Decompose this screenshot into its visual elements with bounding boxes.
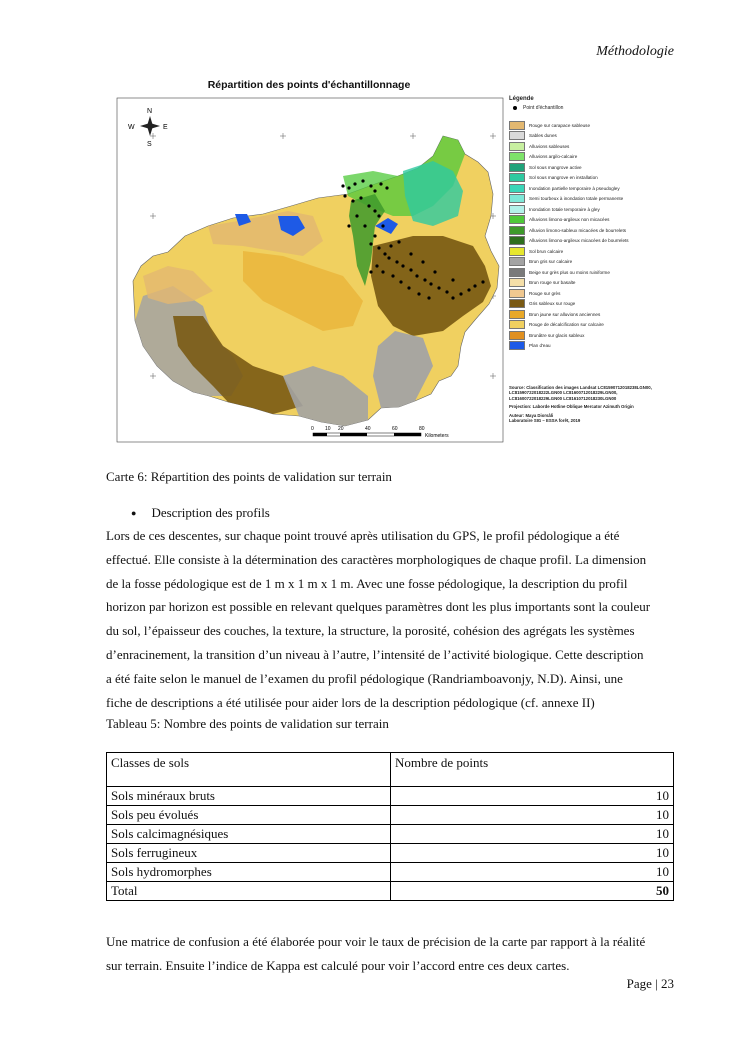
legend-label: Rouge de décalcification sur calcaire — [529, 322, 604, 328]
legend-item — [509, 215, 649, 226]
paragraph-line: d’enracinement, la transition d’un niveau à l’autre, l’intensité de l’activité biologique. Cette description — [106, 646, 644, 662]
legend-label: Rouge sur carapace sableuse — [529, 122, 591, 128]
sample-point — [355, 214, 358, 217]
graticule-cross — [410, 133, 416, 139]
table-row — [107, 787, 674, 806]
legend-swatch — [509, 152, 525, 161]
sample-point — [427, 296, 430, 299]
legend-label: Alluvions argilo-calcaire — [529, 154, 578, 160]
sample-point — [373, 209, 376, 212]
legend-label: Sol sous mangrove active — [529, 164, 582, 170]
sample-point — [347, 224, 350, 227]
map-legend — [509, 96, 649, 351]
table-row — [107, 825, 674, 844]
sample-point — [377, 246, 380, 249]
legend-item — [509, 120, 649, 131]
legend-swatch — [509, 142, 525, 151]
legend-label: Inondation partielle temporaire à pseudogley — [529, 185, 620, 191]
paragraph-line: effectué. Elle consiste à la détermination des caractères morphologiques de chaque profil. La dimension — [106, 551, 647, 567]
legend-item — [509, 330, 649, 341]
table-total-value: 50 — [391, 882, 674, 901]
sample-point — [423, 278, 426, 281]
table-cell-count: 10 — [391, 825, 674, 844]
table-row — [107, 844, 674, 863]
legend-label: Brunâtre sur glacis sableux — [529, 332, 585, 338]
table-cell-class: Sols peu évolués — [107, 806, 391, 825]
sample-point — [385, 186, 388, 189]
table-row — [107, 806, 674, 825]
legend-label: Plan d'eau — [529, 343, 551, 349]
legend-item — [509, 320, 649, 331]
table-cell-count: 10 — [391, 863, 674, 882]
sample-point — [451, 278, 454, 281]
compass-rose-icon — [128, 108, 168, 148]
sample-point — [401, 264, 404, 267]
bullet-item — [131, 505, 270, 521]
legend-item — [509, 236, 649, 247]
legend-label: Brun rouge sur basalte — [529, 280, 576, 286]
map-lab: Laboratoire SIG – ESSA forêt, 2019 — [509, 418, 581, 424]
paragraph-line: Lors de ces descentes, sur chaque point trouvé après utilisation du GPS, le profil pédologique a été — [106, 528, 620, 543]
graticule-cross — [280, 133, 286, 139]
table-cell-class: Sols calcimagnésiques — [107, 825, 391, 844]
map-source: Source: Classification des images Landsat LC81590712018238LGN00, LC81590722018222LGN00 LC81600712018229LGN00, LC81600722018229LGN00 LC81610712018230LGN00 — [509, 385, 652, 401]
legend-label: Alluvions limono-argileux micacées de bourrelets — [529, 238, 629, 244]
point-marker-icon — [513, 106, 517, 110]
sample-point — [473, 284, 476, 287]
legend-point-label: Point d'échantillon — [523, 105, 564, 111]
sample-point — [343, 194, 346, 197]
table-cell-count: 10 — [391, 806, 674, 825]
table-cell-class: Sols hydromorphes — [107, 863, 391, 882]
legend-label: Sol sous mangrove en installation — [529, 175, 598, 181]
table-cell-class: Sols minéraux bruts — [107, 787, 391, 806]
legend-swatch — [509, 299, 525, 308]
paragraph-line: sur terrain. Ensuite l’indice de Kappa est calculé pour voir l’accord entre ces deux cartes. — [106, 957, 570, 973]
legend-item — [509, 173, 649, 184]
legend-label: Sables dunes — [529, 133, 557, 139]
legend-item — [509, 204, 649, 215]
legend-label: Beige sur grès plus ou moins ruiniforme — [529, 269, 610, 275]
legend-label: Alluvions limono-argileux non micacées — [529, 217, 610, 223]
legend-item — [509, 299, 649, 310]
sample-point — [379, 182, 382, 185]
legend-item — [509, 309, 649, 320]
sample-point — [361, 179, 364, 182]
legend-label: Alluvions sableuses — [529, 143, 570, 149]
legend-swatch — [509, 247, 525, 256]
sample-point — [421, 260, 424, 263]
sample-point — [397, 240, 400, 243]
scale-tick-label: 0 — [311, 426, 314, 432]
sample-point — [409, 268, 412, 271]
legend-item — [509, 246, 649, 257]
legend-swatch — [509, 194, 525, 203]
compass-n: N — [147, 108, 153, 115]
graticule-cross — [150, 133, 156, 139]
legend-swatch — [509, 163, 525, 172]
sample-point — [351, 199, 354, 202]
scale-tick-label: 20 — [338, 426, 344, 432]
table-total-label: Total — [107, 882, 391, 901]
paragraph-line: a été faite selon le manuel de l’examen du profil pédologique (Randriamboavonjy, N.D). Ainsi, une — [106, 670, 623, 686]
legend-swatch — [509, 131, 525, 140]
paragraph-line: horizon par horizon est possible en relevant quelques paramètres dont les plus importants sont la couleur — [106, 599, 651, 615]
legend-swatch — [509, 320, 525, 329]
sample-point — [429, 282, 432, 285]
sample-point — [399, 280, 402, 283]
sample-point — [377, 214, 380, 217]
legend-items — [509, 120, 649, 351]
body-paragraph — [106, 524, 673, 714]
legend-item — [509, 183, 649, 194]
legend-item — [509, 225, 649, 236]
scale-tick-label: 80 — [419, 426, 425, 432]
legend-swatch — [509, 289, 525, 298]
legend-item — [509, 194, 649, 205]
sample-point — [433, 270, 436, 273]
sample-point — [389, 244, 392, 247]
validation-points-table — [106, 752, 674, 901]
legend-swatch — [509, 341, 525, 350]
sample-point — [459, 292, 462, 295]
sample-point — [387, 256, 390, 259]
table-row — [107, 863, 674, 882]
scale-unit: Kilometers — [425, 433, 449, 439]
sample-point — [341, 184, 344, 187]
legend-item — [509, 141, 649, 152]
sample-point — [359, 196, 362, 199]
paragraph-line: fiche de descriptions a été utilisée pour aider lors de la description pédologique (cf. annexe II) — [106, 694, 595, 710]
scale-tick-label: 40 — [365, 426, 371, 432]
sample-point — [415, 274, 418, 277]
legend-label: Brun jaune sur alluvions anciennes — [529, 311, 601, 317]
legend-item — [509, 278, 649, 289]
sample-point — [353, 182, 356, 185]
sample-point — [363, 224, 366, 227]
legend-item — [509, 152, 649, 163]
sample-point — [383, 252, 386, 255]
map-projection: Projection: Laborde Hotline Oblique Mercator Azimuth Origin — [509, 404, 634, 410]
sample-point — [373, 234, 376, 237]
table-header-cell: Classes de sols — [107, 753, 391, 787]
legend-swatch — [509, 121, 525, 130]
header-title: Méthodologie — [596, 44, 674, 59]
graticule-cross — [150, 373, 156, 379]
compass-w: W — [128, 124, 135, 131]
graticule-cross — [490, 133, 496, 139]
legend-swatch — [509, 257, 525, 266]
figure-caption: Carte 6: Répartition des points de validation sur terrain — [106, 469, 392, 484]
legend-item — [509, 267, 649, 278]
sample-point — [451, 296, 454, 299]
legend-swatch — [509, 184, 525, 193]
legend-swatch — [509, 331, 525, 340]
sample-point — [369, 242, 372, 245]
sample-point — [445, 290, 448, 293]
legend-item — [509, 257, 649, 268]
table-total-row — [107, 882, 674, 901]
closing-paragraph — [106, 930, 673, 978]
table-header-row — [107, 753, 674, 787]
bullet-text: Description des profils — [151, 505, 270, 520]
legend-swatch — [509, 226, 525, 235]
compass-s: S — [147, 141, 152, 148]
paragraph-line: du sol, l’épaisseur des couches, la texture, la structure, la porosité, cohésion des agrégats les systèmes — [106, 623, 635, 639]
map-author: Auteur: Maya Diorsâli — [509, 412, 554, 418]
sample-point — [395, 260, 398, 263]
sample-point — [437, 286, 440, 289]
legend-label: Sol brun calcaire — [529, 248, 564, 254]
legend-swatch — [509, 278, 525, 287]
legend-swatch — [509, 173, 525, 182]
graticule-cross — [490, 373, 496, 379]
legend-label: Rouge sur grès — [529, 290, 561, 296]
legend-point-entry — [509, 105, 649, 111]
legend-swatch — [509, 310, 525, 319]
legend-title: Légende — [509, 96, 534, 102]
legend-swatch — [509, 215, 525, 224]
map-title: Répartition des points d'échantillonnage — [207, 79, 411, 91]
legend-item — [509, 341, 649, 352]
sample-point — [481, 280, 484, 283]
legend-item — [509, 131, 649, 142]
sample-point — [369, 184, 372, 187]
legend-swatch — [509, 205, 525, 214]
sample-point — [367, 204, 370, 207]
sample-point — [375, 264, 378, 267]
paragraph-line: de la fosse pédologique est de 1 m x 1 m x 1 m. Avec une fosse pédologique, la description du profil — [106, 575, 628, 591]
table-cell-count: 10 — [391, 844, 674, 863]
sample-point — [391, 274, 394, 277]
sample-point — [407, 286, 410, 289]
table-cell-class: Sols ferrugineux — [107, 844, 391, 863]
legend-item — [509, 162, 649, 173]
sample-point — [381, 224, 384, 227]
scale-tick-label: 60 — [392, 426, 398, 432]
sample-point — [467, 288, 470, 291]
sample-point — [381, 270, 384, 273]
sample-point — [373, 189, 376, 192]
legend-swatch — [509, 236, 525, 245]
paragraph-line: Une matrice de confusion a été élaborée pour voir le taux de précision de la carte par rapport à la réalité — [106, 934, 646, 949]
soil-map-figure — [113, 76, 652, 454]
legend-label: Gris sableux sur rouge — [529, 301, 576, 307]
graticule-cross — [150, 213, 156, 219]
legend-label: Brun gris sur calcaire — [529, 259, 573, 265]
sample-point — [417, 292, 420, 295]
table-cell-count: 10 — [391, 787, 674, 806]
legend-swatch — [509, 268, 525, 277]
legend-label: Alluvion limono-sableux micacées de bourrelets — [529, 227, 627, 233]
compass-e: E — [163, 124, 168, 131]
table-header-cell: Nombre de points — [391, 753, 674, 787]
sample-point — [369, 270, 372, 273]
bullet-dot-icon: ● — [131, 508, 137, 518]
legend-label: Inondation totale temporaire à gley — [529, 206, 600, 212]
map-credits — [509, 385, 654, 426]
sample-point — [409, 252, 412, 255]
page-number: Page | 23 — [626, 976, 674, 991]
legend-label: Semi tourbeux à inondation totale permanente — [529, 196, 624, 202]
scale-tick-label: 10 — [325, 426, 331, 432]
table-caption: Tableau 5: Nombre des points de validation sur terrain — [106, 716, 389, 731]
legend-item — [509, 288, 649, 299]
scale-bar — [311, 426, 449, 439]
sample-point — [347, 186, 350, 189]
